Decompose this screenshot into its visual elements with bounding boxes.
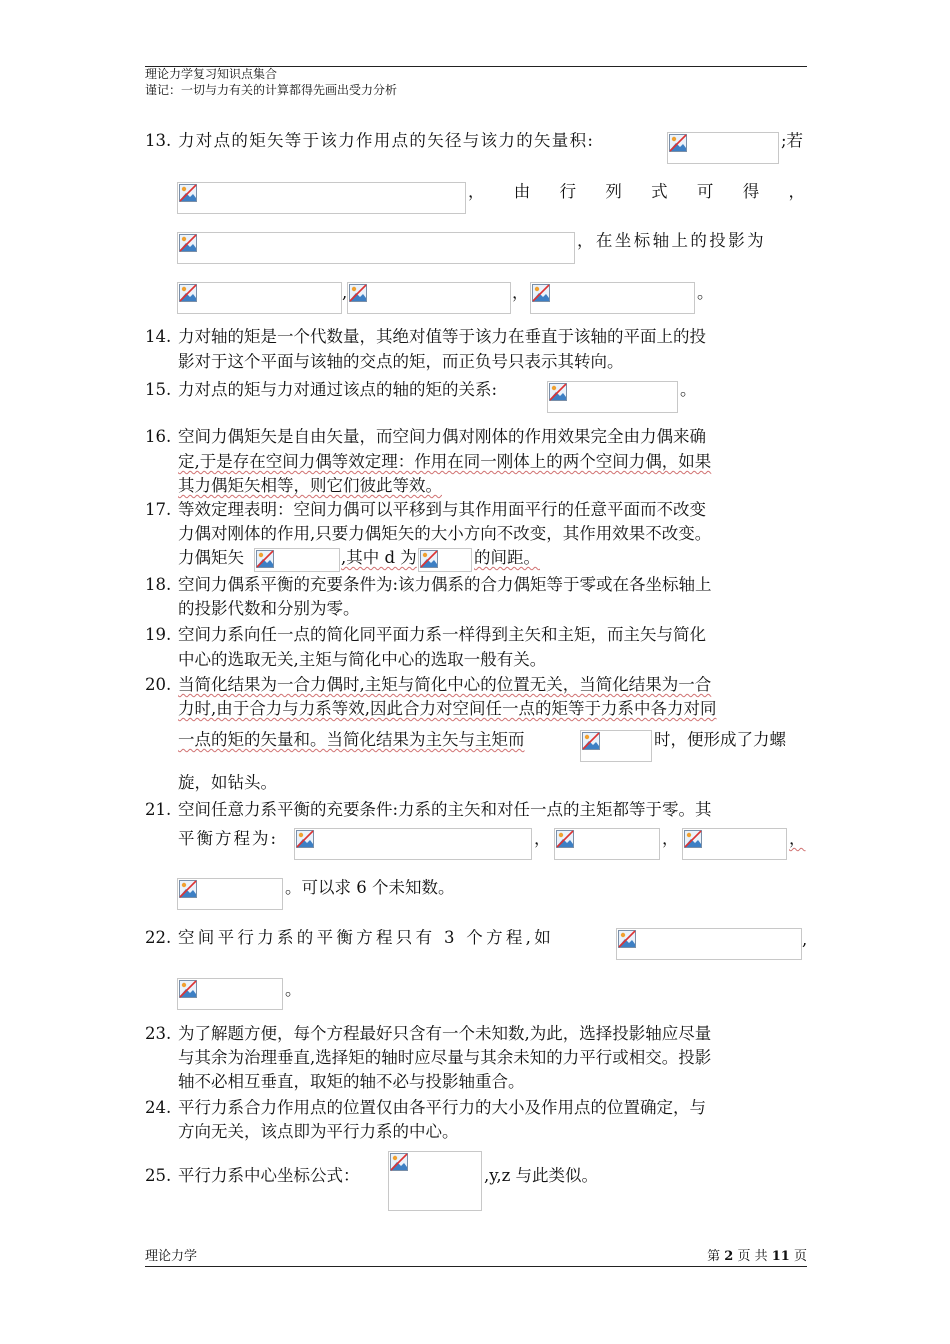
paragraph-line: 其力偶矩矢相等，则它们彼此等效。 [178, 476, 442, 495]
paragraph-line: 力对轴的矩是一个代数量，其绝对值等于该力在垂直于该轴的平面上的投 [178, 327, 706, 346]
formula-image [580, 730, 652, 762]
item-number: 21. [145, 800, 172, 819]
paragraph-line: 为了解题方便，每个方程最好只含有一个未知数,为此，选择投影轴应尽量 [178, 1024, 712, 1043]
paragraph-line: 定,于是存在空间力偶等效定理：作用在同一刚体上的两个空间力偶，如果 [178, 452, 712, 471]
paragraph-line: ， [662, 829, 679, 848]
paragraph-line: 空间平行力系的平衡方程只有 3 个方程,如 [178, 928, 555, 947]
paragraph-line: 与其余为治理垂直,选择矩的轴时应尽量与其余未知的力平行或相交。投影 [178, 1048, 712, 1067]
paragraph-line: 力时,由于合力与力系等效,因此合力对空间任一点的矩等于力系中各力对同 [178, 699, 717, 718]
broken-image-icon [556, 830, 574, 848]
paragraph-line: 平行力系中心坐标公式： [178, 1166, 360, 1185]
formula-image [388, 1151, 482, 1211]
formula-image [177, 282, 342, 314]
paragraph-line: 影对于这个平面与该轴的交点的矩，而正负号只表示其转向。 [178, 352, 624, 371]
formula-image [616, 928, 802, 960]
formula-image [177, 182, 466, 214]
broken-image-icon [256, 550, 274, 568]
paragraph-line: 方向无关，该点即为平行力系的中心。 [178, 1122, 459, 1141]
formula-image [177, 878, 283, 910]
paragraph-line: , [342, 283, 348, 302]
formula-image [554, 828, 660, 860]
formula-image [667, 132, 779, 164]
formula-image [294, 828, 532, 860]
broken-image-icon [349, 284, 367, 302]
broken-image-icon [618, 930, 636, 948]
broken-image-icon [179, 184, 197, 202]
header-rule [145, 66, 807, 67]
paragraph-line: 当简化结果为一合力偶时,主矩与简化中心的位置无关，当简化结果为一合 [178, 675, 712, 694]
broken-image-icon [549, 383, 567, 401]
broken-image-icon [179, 880, 197, 898]
formula-image [530, 282, 695, 314]
item-number: 16. [145, 427, 172, 446]
item-number: 25. [145, 1166, 172, 1185]
item-number: 24. [145, 1098, 172, 1117]
paragraph-line: 平衡方程为: [178, 829, 279, 848]
item-number: 17. [145, 500, 172, 519]
paragraph-line: 平行力系合力作用点的位置仅由各平行力的大小及作用点的位置确定，与 [178, 1098, 706, 1117]
formula-image [177, 232, 575, 264]
item-number: 13. [145, 131, 172, 150]
header-title: 理论力学复习知识点集合 [145, 67, 278, 81]
formula-image [682, 828, 787, 860]
formula-image [254, 548, 340, 572]
item-number: 19. [145, 625, 172, 644]
broken-image-icon [390, 1153, 408, 1171]
paragraph-line: 空间力偶系平衡的充要条件为:该力偶系的合力偶矩等于零或在各坐标轴上 [178, 575, 712, 594]
broken-image-icon [296, 830, 314, 848]
paragraph-line: ， [534, 829, 551, 848]
paragraph-line: 力偶矩矢 [178, 548, 244, 567]
paragraph-line: 力对点的矩矢等于该力作用点的矢径与该力的矢量积: [178, 131, 595, 150]
paragraph-line: 空间任意力系平衡的充要条件:力系的主矢和对任一点的主矩都等于零。其 [178, 800, 712, 819]
item-number: 23. [145, 1024, 172, 1043]
paragraph-line: 的投影代数和分别为零。 [178, 599, 360, 618]
page-number: 第 2 页 共 11 页 [707, 1249, 807, 1264]
broken-image-icon [532, 284, 550, 302]
paragraph-line: 中心的选取无关,主矩与简化中心的选取一般有关。 [178, 650, 547, 669]
paragraph-line: 。 [680, 380, 697, 399]
paragraph-line: ， 由 行 列 式 可 得 ， [468, 182, 805, 201]
item-number: 18. [145, 575, 172, 594]
paragraph-line: 空间力偶矩矢是自由矢量，而空间力偶对刚体的作用效果完全由力偶来确 [178, 427, 706, 446]
paragraph-line: 等效定理表明：空间力偶可以平移到与其作用面平行的任意平面而不改变 [178, 500, 706, 519]
item-number: 20. [145, 675, 172, 694]
broken-image-icon [669, 134, 687, 152]
header-note: 谨记：一切与力有关的计算都得先画出受力分析 [145, 83, 398, 97]
paragraph-line: ;若 [781, 131, 804, 150]
formula-image [347, 282, 511, 314]
formula-image [177, 978, 283, 1010]
paragraph-line: 时，便形成了力螺 [654, 730, 786, 749]
item-number: 14. [145, 327, 172, 346]
paragraph-line: ，在坐标轴上的投影为 [577, 231, 766, 250]
paragraph-line: ， [789, 829, 806, 848]
paragraph-line: 一点的矩的矢量和。当简化结果为主矢与主矩而 [178, 730, 525, 749]
footer-rule [145, 1266, 807, 1267]
broken-image-icon [179, 980, 197, 998]
paragraph-line: 旋，如钻头。 [178, 773, 277, 792]
formula-image [418, 548, 472, 572]
formula-image [547, 381, 678, 413]
paragraph-line: 的间距。 [474, 548, 540, 567]
broken-image-icon [420, 550, 438, 568]
broken-image-icon [582, 732, 600, 750]
paragraph-line: 空间力系向任一点的简化同平面力系一样得到主矢和主矩，而主矢与简化 [178, 625, 706, 644]
item-number: 15. [145, 380, 172, 399]
footer-title: 理论力学 [145, 1249, 198, 1264]
paragraph-line: ,y,z 与此类似。 [484, 1166, 599, 1185]
broken-image-icon [179, 234, 197, 252]
paragraph-line: 力对点的矩与力对通过该点的轴的矩的关系: [178, 380, 498, 399]
broken-image-icon [179, 284, 197, 302]
paragraph-line: 。 [697, 283, 714, 302]
paragraph-line: 。可以求 6 个未知数。 [285, 878, 455, 897]
item-number: 22. [145, 928, 172, 947]
paragraph-line: ， [512, 283, 529, 302]
paragraph-line: 力偶对刚体的作用,只要力偶矩矢的大小方向不改变，其作用效果不改变。 [178, 524, 712, 543]
broken-image-icon [684, 830, 702, 848]
paragraph-line: 轴不必相互垂直，取矩的轴不必与投影轴重合。 [178, 1072, 525, 1091]
paragraph-line: ,其中 d 为 [341, 548, 417, 567]
paragraph-line: , [802, 930, 808, 949]
paragraph-line: 。 [285, 980, 302, 999]
